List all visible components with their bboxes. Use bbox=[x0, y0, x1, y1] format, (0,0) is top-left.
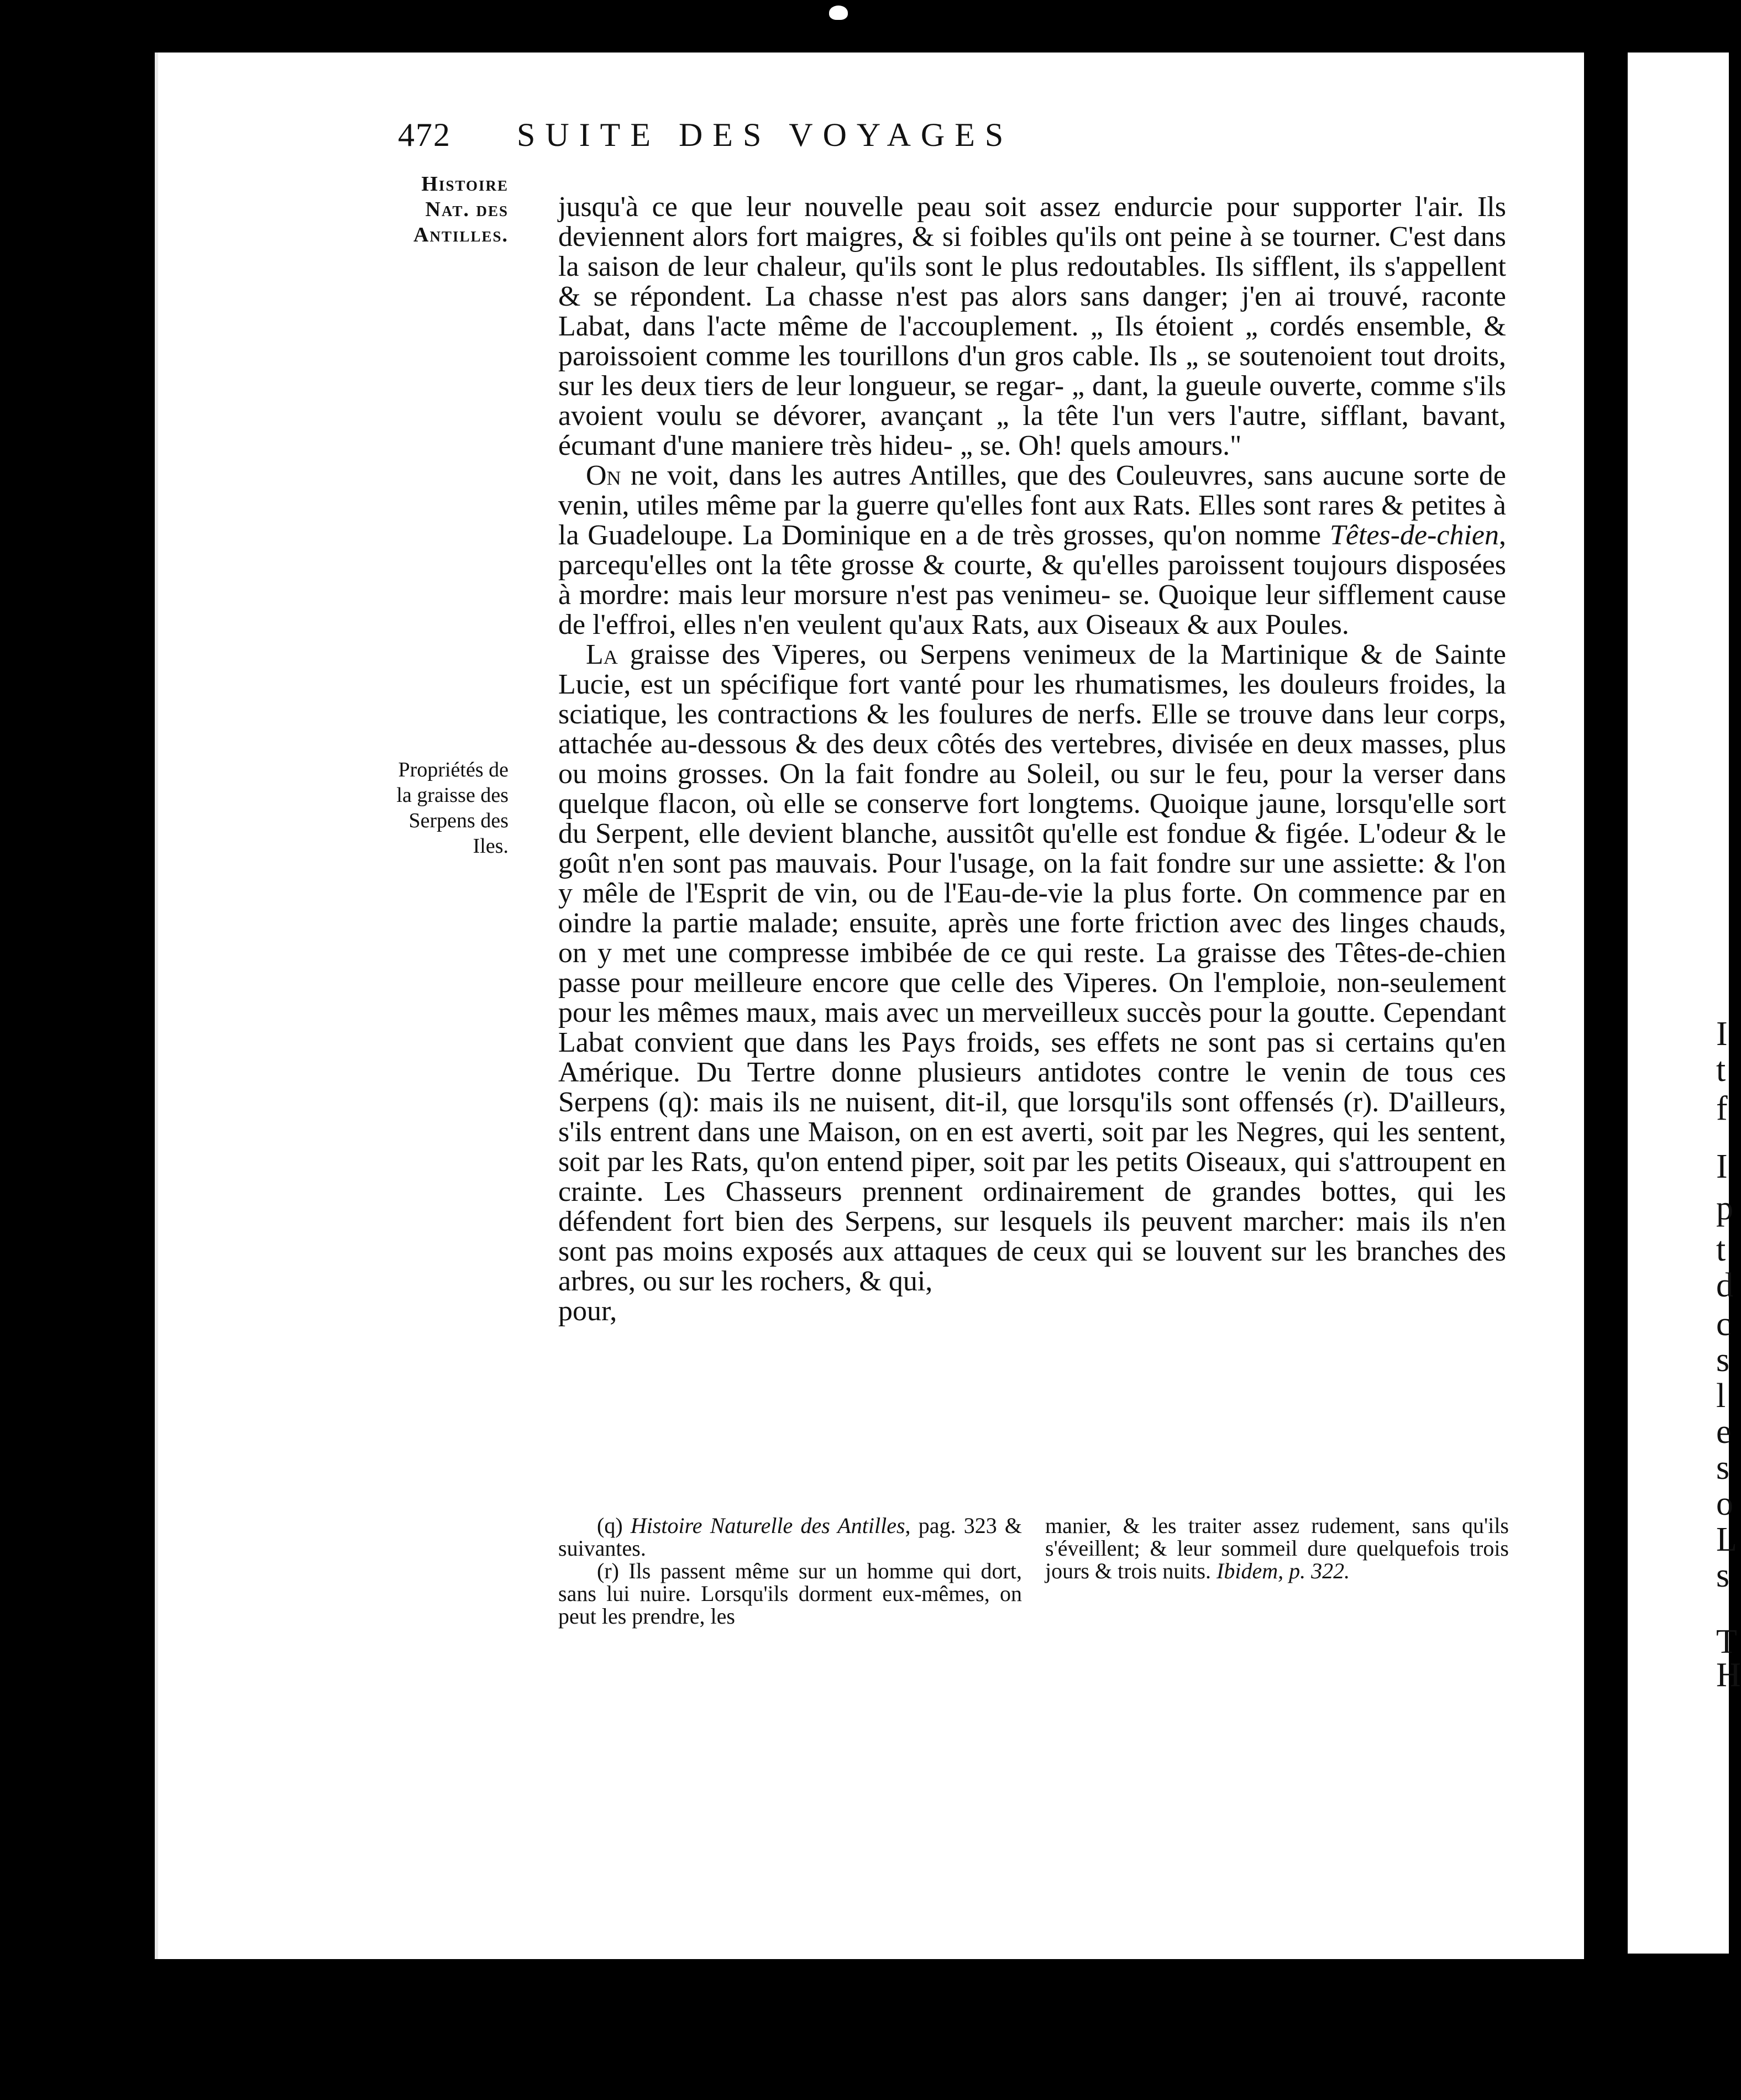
adjacent-fragment: l bbox=[1716, 1377, 1726, 1415]
footnote-column-left bbox=[558, 1514, 1022, 1628]
footnote-q-rest: , pag. 323 & suivantes. bbox=[558, 1513, 1022, 1561]
running-title: SUITE DES VOYAGES bbox=[517, 117, 1014, 153]
adjacent-fragment: H bbox=[1716, 1656, 1741, 1694]
adjacent-fragment: T bbox=[1716, 1623, 1737, 1661]
adjacent-fragment: t bbox=[1716, 1051, 1726, 1089]
footnote-r-cont-text: manier, & les traiter assez rudement, sans qu'ils s'éveillent; & leur sommeil dure quelquefois trois jours & trois nuits. bbox=[1045, 1513, 1509, 1583]
adjacent-fragment: I bbox=[1716, 1148, 1728, 1185]
page-number: 472 bbox=[398, 117, 451, 153]
footnote-q-title: Histoire Naturelle des Antilles bbox=[630, 1513, 905, 1538]
paragraph-2-text-a: ne voit, dans les autres Antilles, que des Couleuvres, sans aucune sorte de venin, utiles même par la guerre qu'elles font aux Rats. Elles sont rares & petites à la Guadeloupe. La Dominique en a de très grosses, qu'on nomme bbox=[558, 460, 1506, 551]
adjacent-fragment: s bbox=[1716, 1449, 1730, 1487]
footnote-q bbox=[558, 1514, 1022, 1560]
paragraph-3 bbox=[558, 640, 1506, 1296]
footnote-r-ref: Ibidem, p. 322. bbox=[1216, 1558, 1350, 1583]
footnote-q-mark: (q) bbox=[597, 1513, 631, 1538]
paragraph-2 bbox=[558, 461, 1506, 640]
adjacent-fragment: p bbox=[1716, 1189, 1733, 1227]
adjacent-fragment: o bbox=[1716, 1485, 1733, 1523]
top-ornament bbox=[829, 6, 848, 20]
adjacent-fragment: I bbox=[1716, 1015, 1728, 1053]
footnotes bbox=[558, 1514, 1509, 1628]
margin-note-section: Histoire Nat. des Antilles. bbox=[413, 172, 508, 246]
adjacent-fragment: e bbox=[1716, 1413, 1732, 1451]
page-header bbox=[398, 116, 1310, 160]
adjacent-fragment: t bbox=[1716, 1231, 1726, 1268]
paragraph-1: jusqu'à ce que leur nouvelle peau soit assez endurcie pour supporter l'air. Ils deviennent alors fort maigres, & si foibles qu'ils ont peine à se tourner. C'est dans la saison de leur chaleur, qu'ils sont le plus redoutables. Ils sifflent, ils s'appellent & se répondent. La chasse n'est pas alors sans danger; j'en ai trouvé, raconte Labat, dans l'acte même de l'accouplement. „ Ils étoient „ cordés ensemble, & paroissoient comme les tourillons d'un gros cable. Ils „ se soutenoient tout droits, sur les deux tiers de leur longueur, se regar- „ dant, la gueule ouverte, comme s'ils avoient voulu se dévorer, avançant „ la tête l'un vers l'autre, sifflant, bavant, écumant d'une maniere très hideu- „ se. Oh! quels amours." bbox=[558, 191, 1506, 461]
footnote-r-continued bbox=[1045, 1514, 1509, 1582]
adjacent-page-strip bbox=[1628, 53, 1741, 1954]
paragraph-2-italic: Têtes-de-chien bbox=[1329, 519, 1499, 551]
adjacent-fragment: L bbox=[1716, 1521, 1737, 1558]
paragraph-2-lead: On bbox=[586, 460, 621, 491]
adjacent-fragment: d bbox=[1716, 1267, 1733, 1304]
catchword: pour, bbox=[558, 1295, 617, 1327]
adjacent-fragment: s bbox=[1716, 1557, 1730, 1594]
footnote-column-right bbox=[1045, 1514, 1509, 1628]
adjacent-fragment: f bbox=[1716, 1090, 1728, 1127]
paragraph-2-text-b: , parcequ'elles ont la tête grosse & courte, & qu'elles paroissent toujours disposées à mordre: mais leur morsure n'est pas venimeu- se. Quoique leur sifflement cause de l'effroi, elles n'en veulent qu'aux Rats, aux Oiseaux & aux Poules. bbox=[558, 519, 1506, 641]
adjacent-fragment: s bbox=[1716, 1341, 1730, 1379]
footnote-r: (r) Ils passent même sur un homme qui dort, sans lui nuire. Lorsqu'ils dorment eux-mêmes, on peut les prendre, les bbox=[558, 1558, 1022, 1629]
main-text bbox=[558, 192, 1506, 1326]
adjacent-fragment: c bbox=[1716, 1305, 1732, 1343]
paragraph-3-lead: La bbox=[586, 639, 618, 670]
paragraph-3-text: graisse des Viperes, ou Serpens venimeux de la Martinique & de Sainte Lucie, est un spécifique fort vanté pour les rhumatismes, les douleurs froides, la sciatique, les contractions & les foulures de nerfs. Elle se trouve dans leur corps, attachée au-dessous & des deux côtés des vertebres, divisée en deux masses, plus ou moins grosses. On la fait fondre au Soleil, ou sur le feu, pour la verser dans quelque flacon, où elle se conserve fort longtems. Quoique jaune, lorsqu'elle sort du Serpent, elle devient blanche, aussitôt qu'elle est fondue & figée. L'odeur & le goût n'en sont pas mauvais. Pour l'usage, on la fait fondre sur une assiette: & l'on y mêle de l'Esprit de vin, ou de l'Eau-de-vie la plus forte. On commence par en oindre la partie malade; ensuite, après une forte friction avec des linges chauds, on y met une compresse imbibée de ce qui reste. La graisse des Têtes-de-chien passe pour meilleure encore que celle des Viperes. On l'emploie, non-seulement pour les mêmes maux, mais avec un merveilleux succès pour la goutte. Cependant Labat convient que dans les Pays froids, ses effets ne sont pas si certains qu'en Amérique. Du Tertre donne plusieurs antidotes contre le venin de tous ces Serpens (q): mais ils ne nuisent, dit-il, que lorsqu'ils sont offensés (r). D'ailleurs, s'ils entrent dans une Maison, on en est averti, soit par les Negres, qui les sentent, soit par les Rats, qu'on entend piper, soit par les petits Oiseaux, qui s'attroupent en crainte. Les Chasseurs prennent ordinairement de grandes bottes, qui les défendent fort bien des Serpens, sur lesquels ils peuvent marcher: mais ils n'en sont pas moins exposés aux attaques de ceux qui se louvent sur les branches des arbres, ou sur les rochers, & qui, bbox=[558, 639, 1506, 1297]
margin-note-topic: Propriétés de la graisse des Serpens des Iles. bbox=[396, 758, 508, 858]
